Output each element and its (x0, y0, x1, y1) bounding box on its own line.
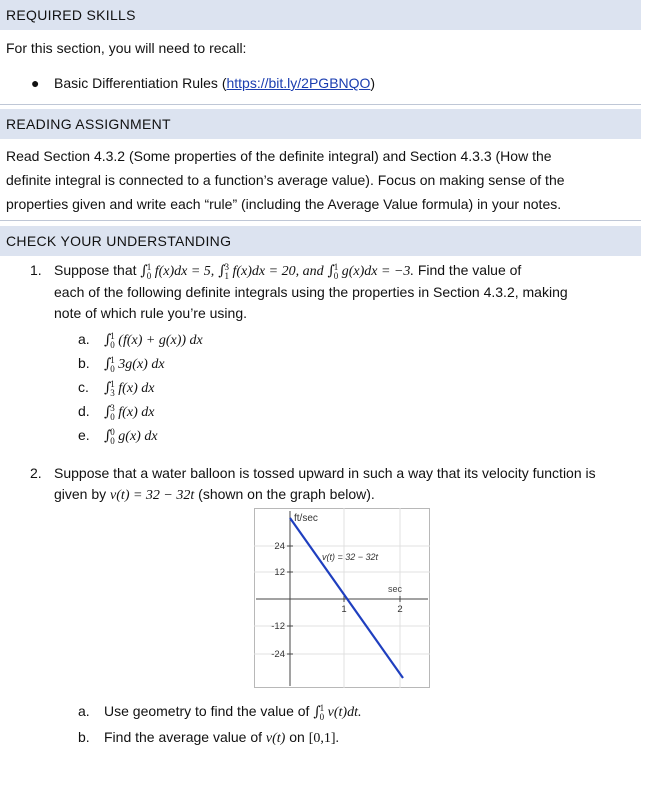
question-2: 2. Suppose that a water balloon is tossed upward in such a way that its velocity function is given by v(t) = 32 − 32t (shown on the graph below). (30, 465, 596, 503)
y-tick-label: 24 (274, 541, 285, 552)
y-tick-label: 12 (274, 567, 285, 578)
differentiation-rules-link[interactable]: https://bit.ly/2PGBNQO (226, 75, 371, 91)
check-understanding-heading: CHECK YOUR UNDERSTANDING (0, 226, 641, 256)
required-skills-heading: REQUIRED SKILLS (0, 0, 641, 30)
list-item: ● Basic Differentiation Rules (https://bit.ly/2PGBNQO) (54, 71, 375, 95)
list-item: e. ∫ 0 0 g(x) dx (78, 426, 158, 446)
question-1-parts (0, 328, 600, 448)
x-tick-label: 2 (397, 604, 403, 615)
bullet-icon: ● (31, 75, 40, 91)
divider (0, 104, 641, 105)
required-intro: For this section, you will need to recall: (6, 40, 247, 56)
list-item: b. ∫ 1 0 3g(x) dx (78, 354, 165, 374)
list-item: a. ∫ 1 0 (f(x) + g(x)) dx (78, 330, 203, 350)
graph-frame (255, 509, 430, 688)
y-axis-label: ft/sec (294, 513, 318, 524)
divider (0, 220, 641, 221)
question-2-parts (0, 699, 620, 751)
velocity-graph (254, 508, 430, 688)
list-item: a. Use geometry to find the value of ∫ 1 0 v(t)dt. (78, 702, 362, 722)
x-tick-label: 1 (341, 604, 347, 615)
y-tick-label: -12 (271, 621, 285, 632)
x-axis-label: sec (388, 584, 403, 594)
list-item: c. ∫ 1 3 f(x) dx (78, 378, 155, 398)
list-item: b. Find the average value of v(t) on [0,1]. (78, 729, 340, 746)
function-label: v(t) = 32 − 32t (322, 552, 379, 562)
y-tick-label: -24 (271, 649, 285, 660)
reading-assignment-heading: READING ASSIGNMENT (0, 109, 641, 139)
question-1: 1. Suppose that ∫ 1 0 f(x)dx = 5, ∫ 3 1 f(x)dx = 20, and ∫ 1 0 g(x)dx = −3. Find the value of each of the following definite integrals using the properties in Section 4.3.2, making note of which rule you’re using. (30, 261, 568, 321)
list-item: d. ∫ 3 0 f(x) dx (78, 402, 155, 422)
required-list (22, 71, 375, 95)
reading-text: Read Section 4.3.2 (Some properties of the definite integral) and Section 4.3.3 (How the definite integral is connected to a function’s average value). Focus on making sense of the properties given and write each “rule” (including the Average Value formula) in your notes. (6, 148, 565, 212)
